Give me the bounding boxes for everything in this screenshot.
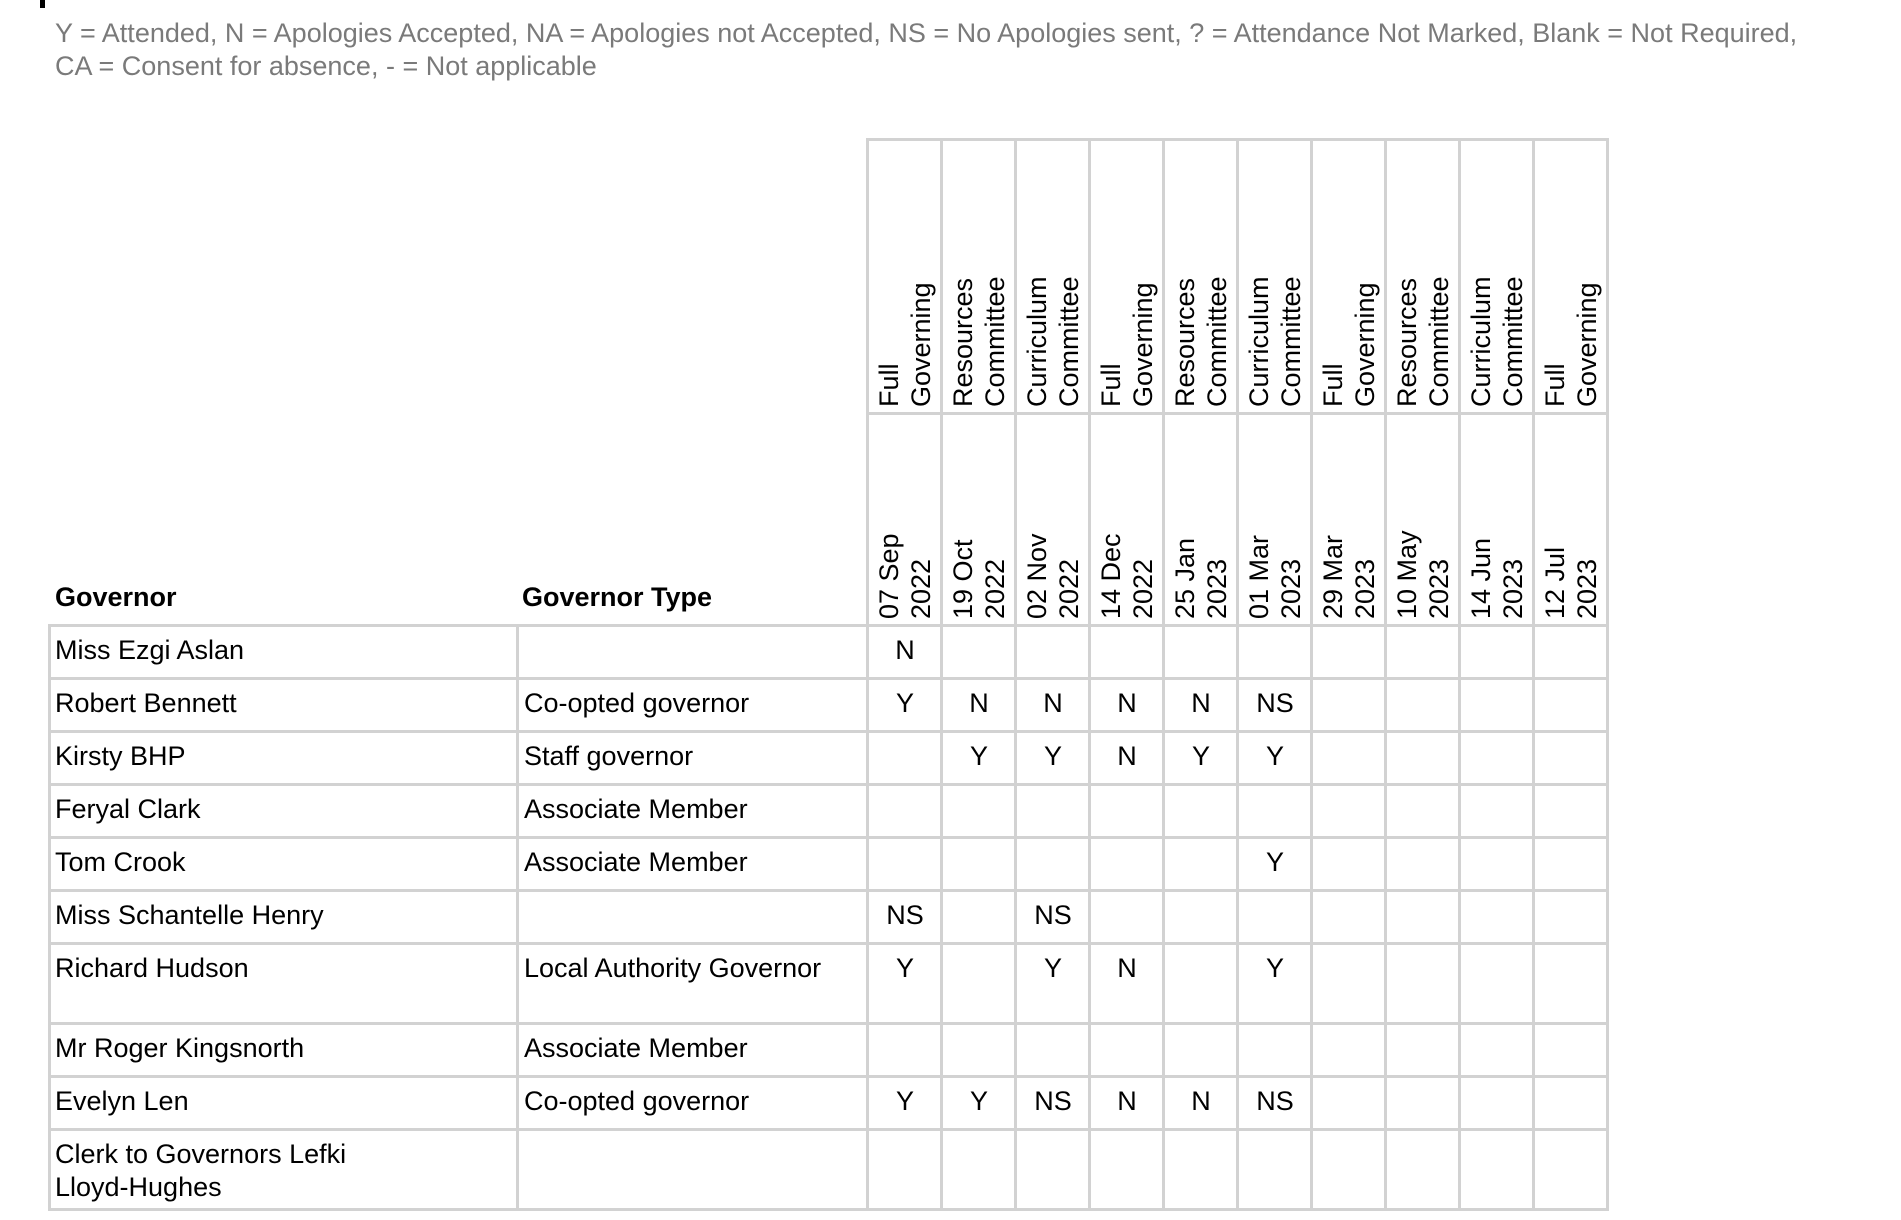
governor-type: Co-opted governor	[524, 1086, 750, 1116]
meeting-date-line-2: 2023	[1423, 558, 1454, 619]
meeting-name-line-1: Resources	[1391, 277, 1422, 407]
row-divider	[48, 1128, 1609, 1131]
governor-column-header: Governor	[55, 582, 177, 612]
meeting-date-line-1: 02 Nov	[1021, 533, 1052, 619]
attendance-mark: Y	[969, 741, 988, 771]
meeting-name-header	[1091, 141, 1162, 407]
attendance-mark: Y	[1265, 741, 1284, 771]
meeting-name	[873, 282, 937, 407]
governor-name: Evelyn Len	[55, 1086, 189, 1116]
attendance-mark: N	[1117, 953, 1137, 983]
attendance-mark: Y	[895, 1086, 914, 1116]
attendance-mark: N	[1117, 688, 1137, 718]
meeting-name-line-1: Curriculum	[1021, 276, 1052, 407]
meeting-name	[1021, 276, 1085, 407]
governor-type: Staff governor	[524, 741, 694, 771]
meeting-name-line-1: Resources	[947, 277, 978, 407]
attendance-mark: N	[1191, 1086, 1211, 1116]
meeting-name-line-2: Committee	[1053, 276, 1084, 407]
meeting-date	[1095, 533, 1159, 619]
meeting-date-header	[869, 415, 940, 619]
governor-name: Richard Hudson	[55, 953, 249, 983]
row-divider	[48, 889, 1609, 892]
meeting-date-line-2: 2023	[1275, 558, 1306, 619]
attendance-mark: Y	[1043, 741, 1062, 771]
attendance-mark: N	[1191, 688, 1211, 718]
governor-name: Kirsty BHP	[55, 741, 186, 771]
row-divider	[48, 1208, 1609, 1211]
meeting-date	[1391, 530, 1455, 619]
legend-line-1: Y = Attended, N = Apologies Accepted, NA = Apologies not Accepted, NS = No Apologies sent, ? = Attendance Not Marked, Blank = Not Required,	[55, 18, 1798, 48]
meeting-date-line-1: 29 Mar	[1317, 534, 1348, 619]
meeting-name	[1391, 276, 1455, 407]
meeting-name-line-2: Committee	[1201, 276, 1232, 407]
meeting-name-header	[1387, 141, 1458, 407]
meeting-name-line-1: Full	[1095, 363, 1126, 407]
meeting-date-line-1: 07 Sep	[873, 533, 904, 619]
governor-name: Clerk to Governors Lefki	[55, 1139, 347, 1169]
meeting-name-line-2: Committee	[1423, 276, 1454, 407]
meeting-date-line-1: 12 Jul	[1539, 546, 1570, 619]
governor-type: Associate Member	[524, 847, 748, 877]
meeting-name-line-2: Committee	[1275, 276, 1306, 407]
meeting-date-line-2: 2022	[979, 558, 1010, 619]
governor-type: Local Authority Governor	[524, 953, 822, 983]
attendance-mark: Y	[969, 1086, 988, 1116]
meeting-name	[947, 276, 1011, 407]
meeting-name-line-2: Committee	[979, 276, 1010, 407]
meeting-date-line-1: 14 Dec	[1095, 533, 1126, 619]
meeting-date-line-1: 25 Jan	[1169, 537, 1200, 619]
attendance-mark: NS	[1256, 1086, 1294, 1116]
meeting-date-line-1: 19 Oct	[947, 539, 978, 619]
row-divider	[48, 783, 1609, 786]
attendance-mark: N	[1043, 688, 1063, 718]
meeting-name	[1539, 282, 1603, 407]
meeting-date-line-2: 2023	[1497, 558, 1528, 619]
meeting-name-header	[1313, 141, 1384, 407]
table-left-border	[48, 624, 51, 1211]
attendance-mark: Y	[1043, 953, 1062, 983]
attendance-mark: Y	[1265, 847, 1284, 877]
attendance-column-divider	[1532, 624, 1535, 1211]
legend-line-2: CA = Consent for absence, - = Not applicable	[55, 51, 597, 81]
meeting-date-header	[1535, 415, 1606, 619]
meeting-date	[873, 533, 937, 619]
meeting-name-header	[1239, 141, 1310, 407]
row-divider	[48, 836, 1609, 839]
meeting-name	[1095, 282, 1159, 407]
attendance-mark: NS	[1256, 688, 1294, 718]
meeting-date	[1169, 538, 1233, 619]
meeting-date	[1243, 535, 1307, 619]
attendance-mark: N	[969, 688, 989, 718]
attendance-mark: NS	[886, 900, 924, 930]
row-divider	[48, 730, 1609, 733]
meeting-name-line-1: Full	[1539, 363, 1570, 407]
meeting-date	[1539, 547, 1603, 619]
meeting-date-line-2: 2022	[1127, 558, 1158, 619]
governor-name: Feryal Clark	[55, 794, 201, 824]
attendance-mark: Y	[895, 953, 914, 983]
attendance-mark: N	[1117, 1086, 1137, 1116]
attendance-mark: N	[1117, 741, 1137, 771]
attendance-mark: Y	[1191, 741, 1210, 771]
governor-name: Miss Schantelle Henry	[55, 900, 324, 930]
attendance-legend	[55, 17, 1890, 83]
row-divider	[48, 1022, 1609, 1025]
meeting-date	[1317, 535, 1381, 619]
meeting-name	[1243, 276, 1307, 407]
corner-mark	[40, 0, 45, 8]
meeting-date-line-2: 2023	[1571, 558, 1602, 619]
meeting-name	[1169, 276, 1233, 407]
meeting-name-header	[1535, 141, 1606, 407]
meeting-date-header	[1461, 415, 1532, 619]
attendance-column-divider	[1606, 624, 1609, 1211]
meeting-date-header	[1387, 415, 1458, 619]
attendance-column-divider	[1384, 624, 1387, 1211]
governor-type: Associate Member	[524, 1033, 748, 1063]
meeting-name-line-2: Governing	[1127, 282, 1158, 407]
meeting-name-header	[943, 141, 1014, 407]
meeting-date-line-2: 2023	[1201, 558, 1232, 619]
meeting-name-line-2: Governing	[1349, 282, 1380, 407]
meeting-name-line-1: Curriculum	[1243, 276, 1274, 407]
meeting-name-line-1: Resources	[1169, 277, 1200, 407]
governor-name: Miss Ezgi Aslan	[55, 635, 245, 665]
governor-type: Associate Member	[524, 794, 748, 824]
meeting-date-header	[1239, 415, 1310, 619]
governor-type: Co-opted governor	[524, 688, 750, 718]
meeting-date-header	[1091, 415, 1162, 619]
meeting-name-header	[1017, 141, 1088, 407]
attendance-mark: Y	[1265, 953, 1284, 983]
meeting-name-header	[1461, 141, 1532, 407]
row-divider	[48, 942, 1609, 945]
meeting-date-header	[1313, 415, 1384, 619]
meeting-name-line-1: Curriculum	[1465, 276, 1496, 407]
meeting-date	[1465, 538, 1529, 619]
attendance-mark: N	[895, 635, 915, 665]
row-divider	[48, 677, 1609, 680]
meeting-date-header	[1165, 415, 1236, 619]
meeting-name	[1465, 276, 1529, 407]
attendance-mark: NS	[1034, 900, 1072, 930]
meeting-name-header	[869, 141, 940, 407]
governor-name: Mr Roger Kingsnorth	[55, 1033, 305, 1063]
governor-name-continued: Lloyd-Hughes	[55, 1172, 222, 1202]
meeting-date-line-1: 14 Jun	[1465, 537, 1496, 619]
meeting-date-line-1: 01 Mar	[1243, 534, 1274, 619]
attendance-mark: Y	[895, 688, 914, 718]
meeting-date-line-2: 2022	[905, 558, 936, 619]
governor-name: Tom Crook	[55, 847, 186, 877]
meeting-name	[1317, 282, 1381, 407]
header-column-divider	[1606, 138, 1609, 624]
meeting-date-line-2: 2023	[1349, 558, 1380, 619]
meeting-name-line-1: Full	[1317, 363, 1348, 407]
governor-type-column-header: Governor Type	[522, 582, 713, 612]
meeting-name-line-1: Full	[873, 363, 904, 407]
attendance-column-divider	[1458, 624, 1461, 1211]
meeting-date	[947, 539, 1011, 619]
meeting-name-line-2: Governing	[1571, 282, 1602, 407]
meeting-name-line-2: Governing	[905, 282, 936, 407]
row-divider	[48, 624, 1609, 627]
type-column-divider	[516, 624, 519, 1211]
meeting-date-line-1: 10 May	[1391, 530, 1422, 619]
row-divider	[48, 1075, 1609, 1078]
meeting-date-header	[943, 415, 1014, 619]
meeting-name-line-2: Committee	[1497, 276, 1528, 407]
meeting-date	[1021, 533, 1085, 619]
meeting-name-header	[1165, 141, 1236, 407]
meeting-date-header	[1017, 415, 1088, 619]
meeting-date-line-2: 2022	[1053, 558, 1084, 619]
attendance-mark: NS	[1034, 1086, 1072, 1116]
governor-name: Robert Bennett	[55, 688, 237, 718]
